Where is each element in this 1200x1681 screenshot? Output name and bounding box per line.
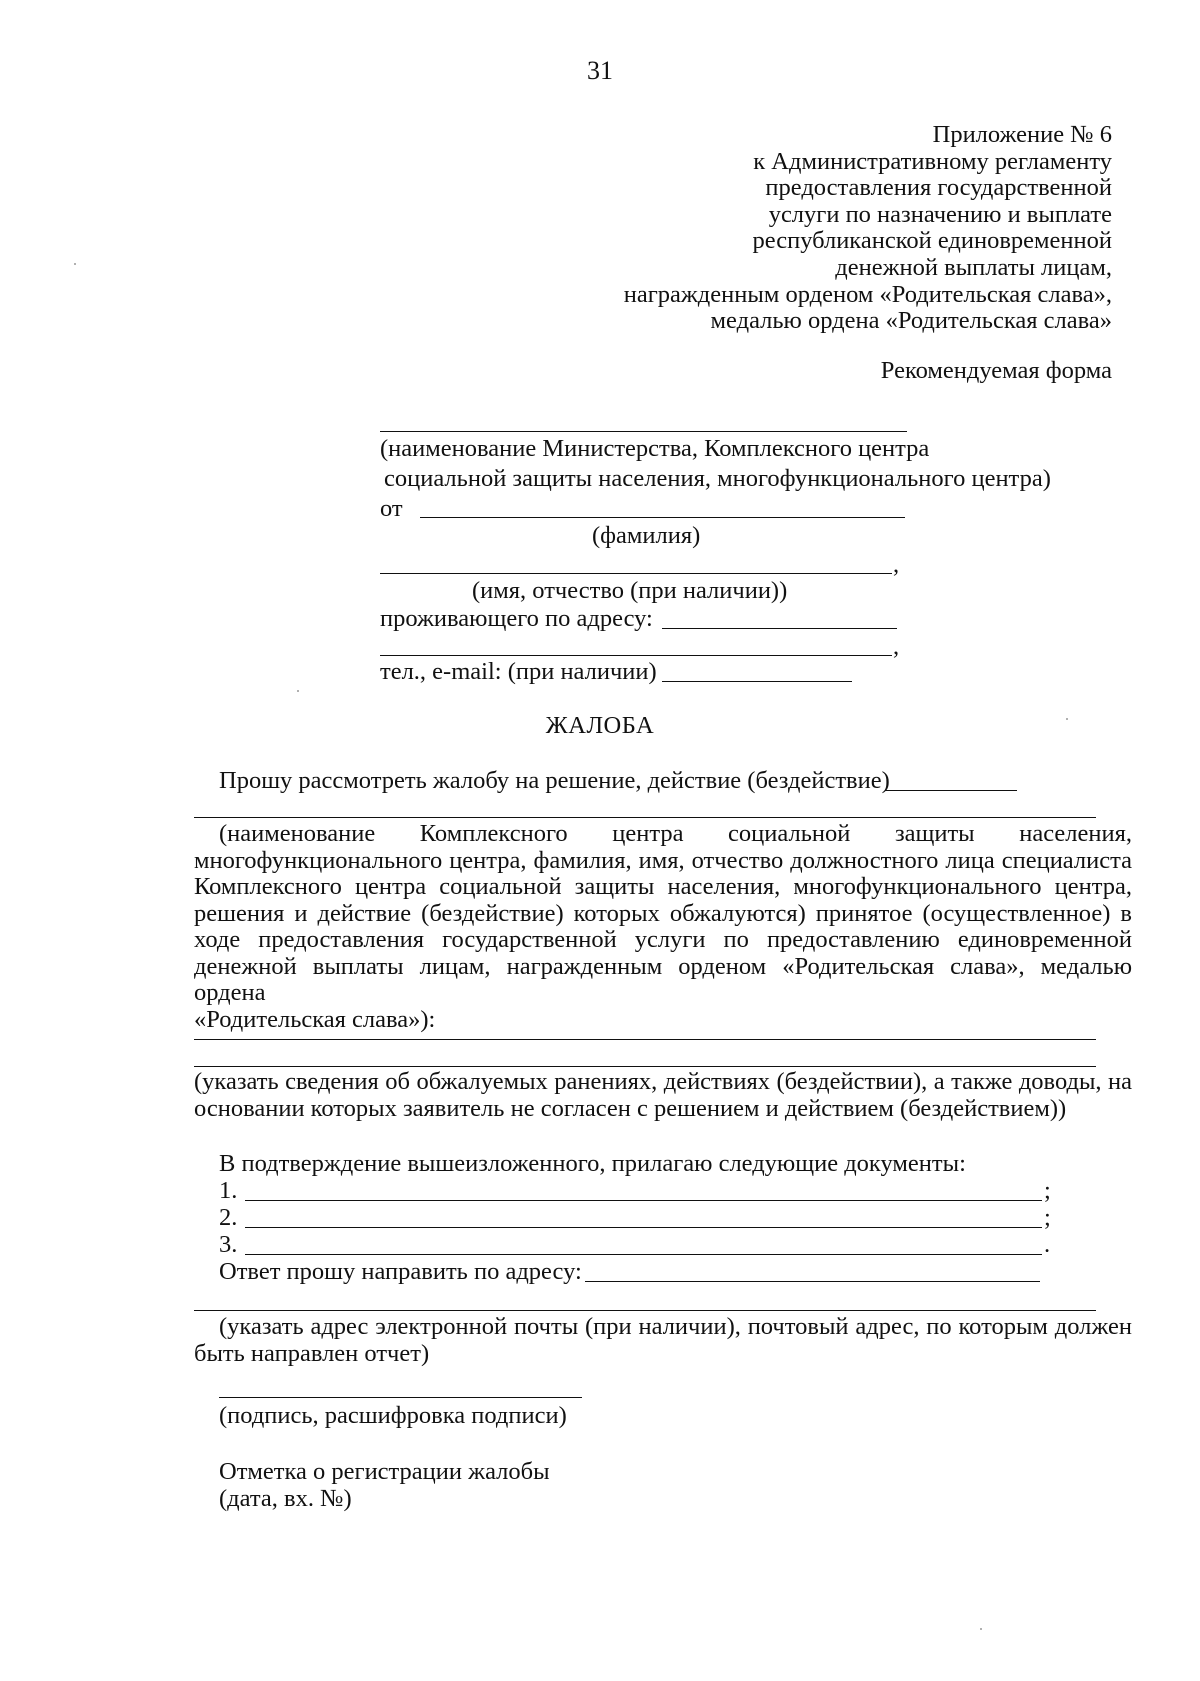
caption-line: Комплексного центра социальной защиты населения, многофункционального центра, [194, 873, 1132, 900]
reply-label: Ответ прошу направить по адресу: [219, 1258, 582, 1285]
attachment-blank-line[interactable] [245, 1254, 1042, 1255]
surname-blank-line[interactable] [420, 517, 905, 518]
annex-line: медалью ордена «Родительская слава» [710, 307, 1112, 335]
attachment-blank-line[interactable] [245, 1227, 1042, 1228]
name-blank-line[interactable] [380, 573, 892, 574]
ministry-caption: (наименование Министерства, Комплексного центра [380, 435, 930, 462]
scan-speck [980, 1628, 982, 1630]
scan-speck [297, 690, 299, 692]
address-blank-line[interactable] [662, 628, 897, 629]
address-blank-line-2[interactable] [380, 655, 892, 656]
ministry-caption: социальной защиты населения, многофункционального центра) [384, 465, 1051, 492]
subject-blank-line[interactable] [194, 817, 1096, 818]
caption-line: (указать адрес электронной почты (при наличии), почтовый адрес, по которым должен [219, 1313, 1132, 1340]
annex-line: награжденным орденом «Родительская слава», [623, 280, 1112, 308]
comma: , [893, 633, 900, 660]
ministry-blank-line[interactable] [380, 431, 907, 432]
attachment-end: ; [1044, 1177, 1051, 1204]
caption-line: «Родительская слава»): [194, 1005, 436, 1033]
grounds-blank-line-2[interactable] [194, 1066, 1096, 1067]
attachment-item: 3. [219, 1231, 238, 1258]
page-number: 31 [587, 56, 613, 85]
caption-line: денежной выплаты лицам, награжденным орденом «Родительская слава», медалью ордена [194, 952, 1132, 1006]
annex-line: к Административному регламенту [753, 147, 1112, 175]
grounds-blank-line[interactable] [194, 1039, 1096, 1040]
address-label: проживающего по адресу: [380, 605, 653, 632]
annex-line: предоставления государственной [765, 174, 1112, 202]
phone-label: тел., e-mail: (при наличии) [380, 658, 657, 685]
attachments-intro: В подтверждение вышеизложенного, прилагаю следующие документы: [219, 1150, 966, 1177]
scan-speck [1066, 718, 1068, 720]
scan-speck [74, 263, 76, 265]
caption-line: решения и действие (бездействие) которых обжалуются) принятое (осуществленное) в [194, 899, 1132, 927]
attachment-item: 2. [219, 1204, 238, 1231]
complaint-title: ЖАЛОБА [545, 712, 655, 739]
annex-line: денежной выплаты лицам, [835, 253, 1112, 281]
request-text: Прошу рассмотреть жалобу на решение, действие (бездействие) [219, 767, 890, 794]
caption-line: ходе предоставления государственной услуги по предоставлению единовременной [194, 926, 1132, 953]
reply-blank-line[interactable] [585, 1281, 1040, 1282]
caption-line: (указать сведения об обжалуемых ранениях, действиях (бездействии), а также доводы, на [194, 1068, 1132, 1095]
annex-line: Приложение № 6 [932, 121, 1112, 148]
signature-caption: (подпись, расшифровка подписи) [219, 1402, 567, 1429]
annex-line: услуги по назначению и выплате [768, 200, 1112, 228]
reply-blank-line-2[interactable] [194, 1310, 1096, 1311]
caption-line: быть направлен отчет) [194, 1339, 430, 1367]
request-blank-line[interactable] [885, 790, 1017, 791]
caption-line: многофункционального центра, фамилия, имя, отчество должностного лица специалиста [194, 846, 1132, 874]
attachment-end: . [1044, 1231, 1051, 1258]
attachment-end: ; [1044, 1204, 1051, 1231]
caption-line: основании которых заявитель не согласен с решением и действием (бездействием)) [194, 1094, 1067, 1122]
grounds-caption [194, 1069, 1132, 1122]
address-caption [194, 1314, 1132, 1367]
registration-details: (дата, вх. №) [219, 1485, 352, 1512]
subject-caption [194, 821, 1132, 1033]
phone-blank-line[interactable] [662, 681, 852, 682]
attachment-blank-line[interactable] [245, 1200, 1042, 1201]
surname-caption: (фамилия) [592, 522, 701, 549]
signature-blank-line[interactable] [219, 1397, 582, 1398]
attachment-item: 1. [219, 1177, 238, 1204]
name-caption: (имя, отчество (при наличии)) [472, 577, 788, 604]
annex-block [624, 122, 1112, 335]
comma: , [893, 551, 900, 578]
caption-line: (наименование Комплексного центра социальной защиты населения, [219, 820, 1132, 847]
annex-line: республиканской единовременной [752, 227, 1112, 255]
registration-label: Отметка о регистрации жалобы [219, 1458, 550, 1485]
recommended-form-label: Рекомендуемая форма [880, 357, 1112, 384]
from-label: от [380, 495, 403, 522]
